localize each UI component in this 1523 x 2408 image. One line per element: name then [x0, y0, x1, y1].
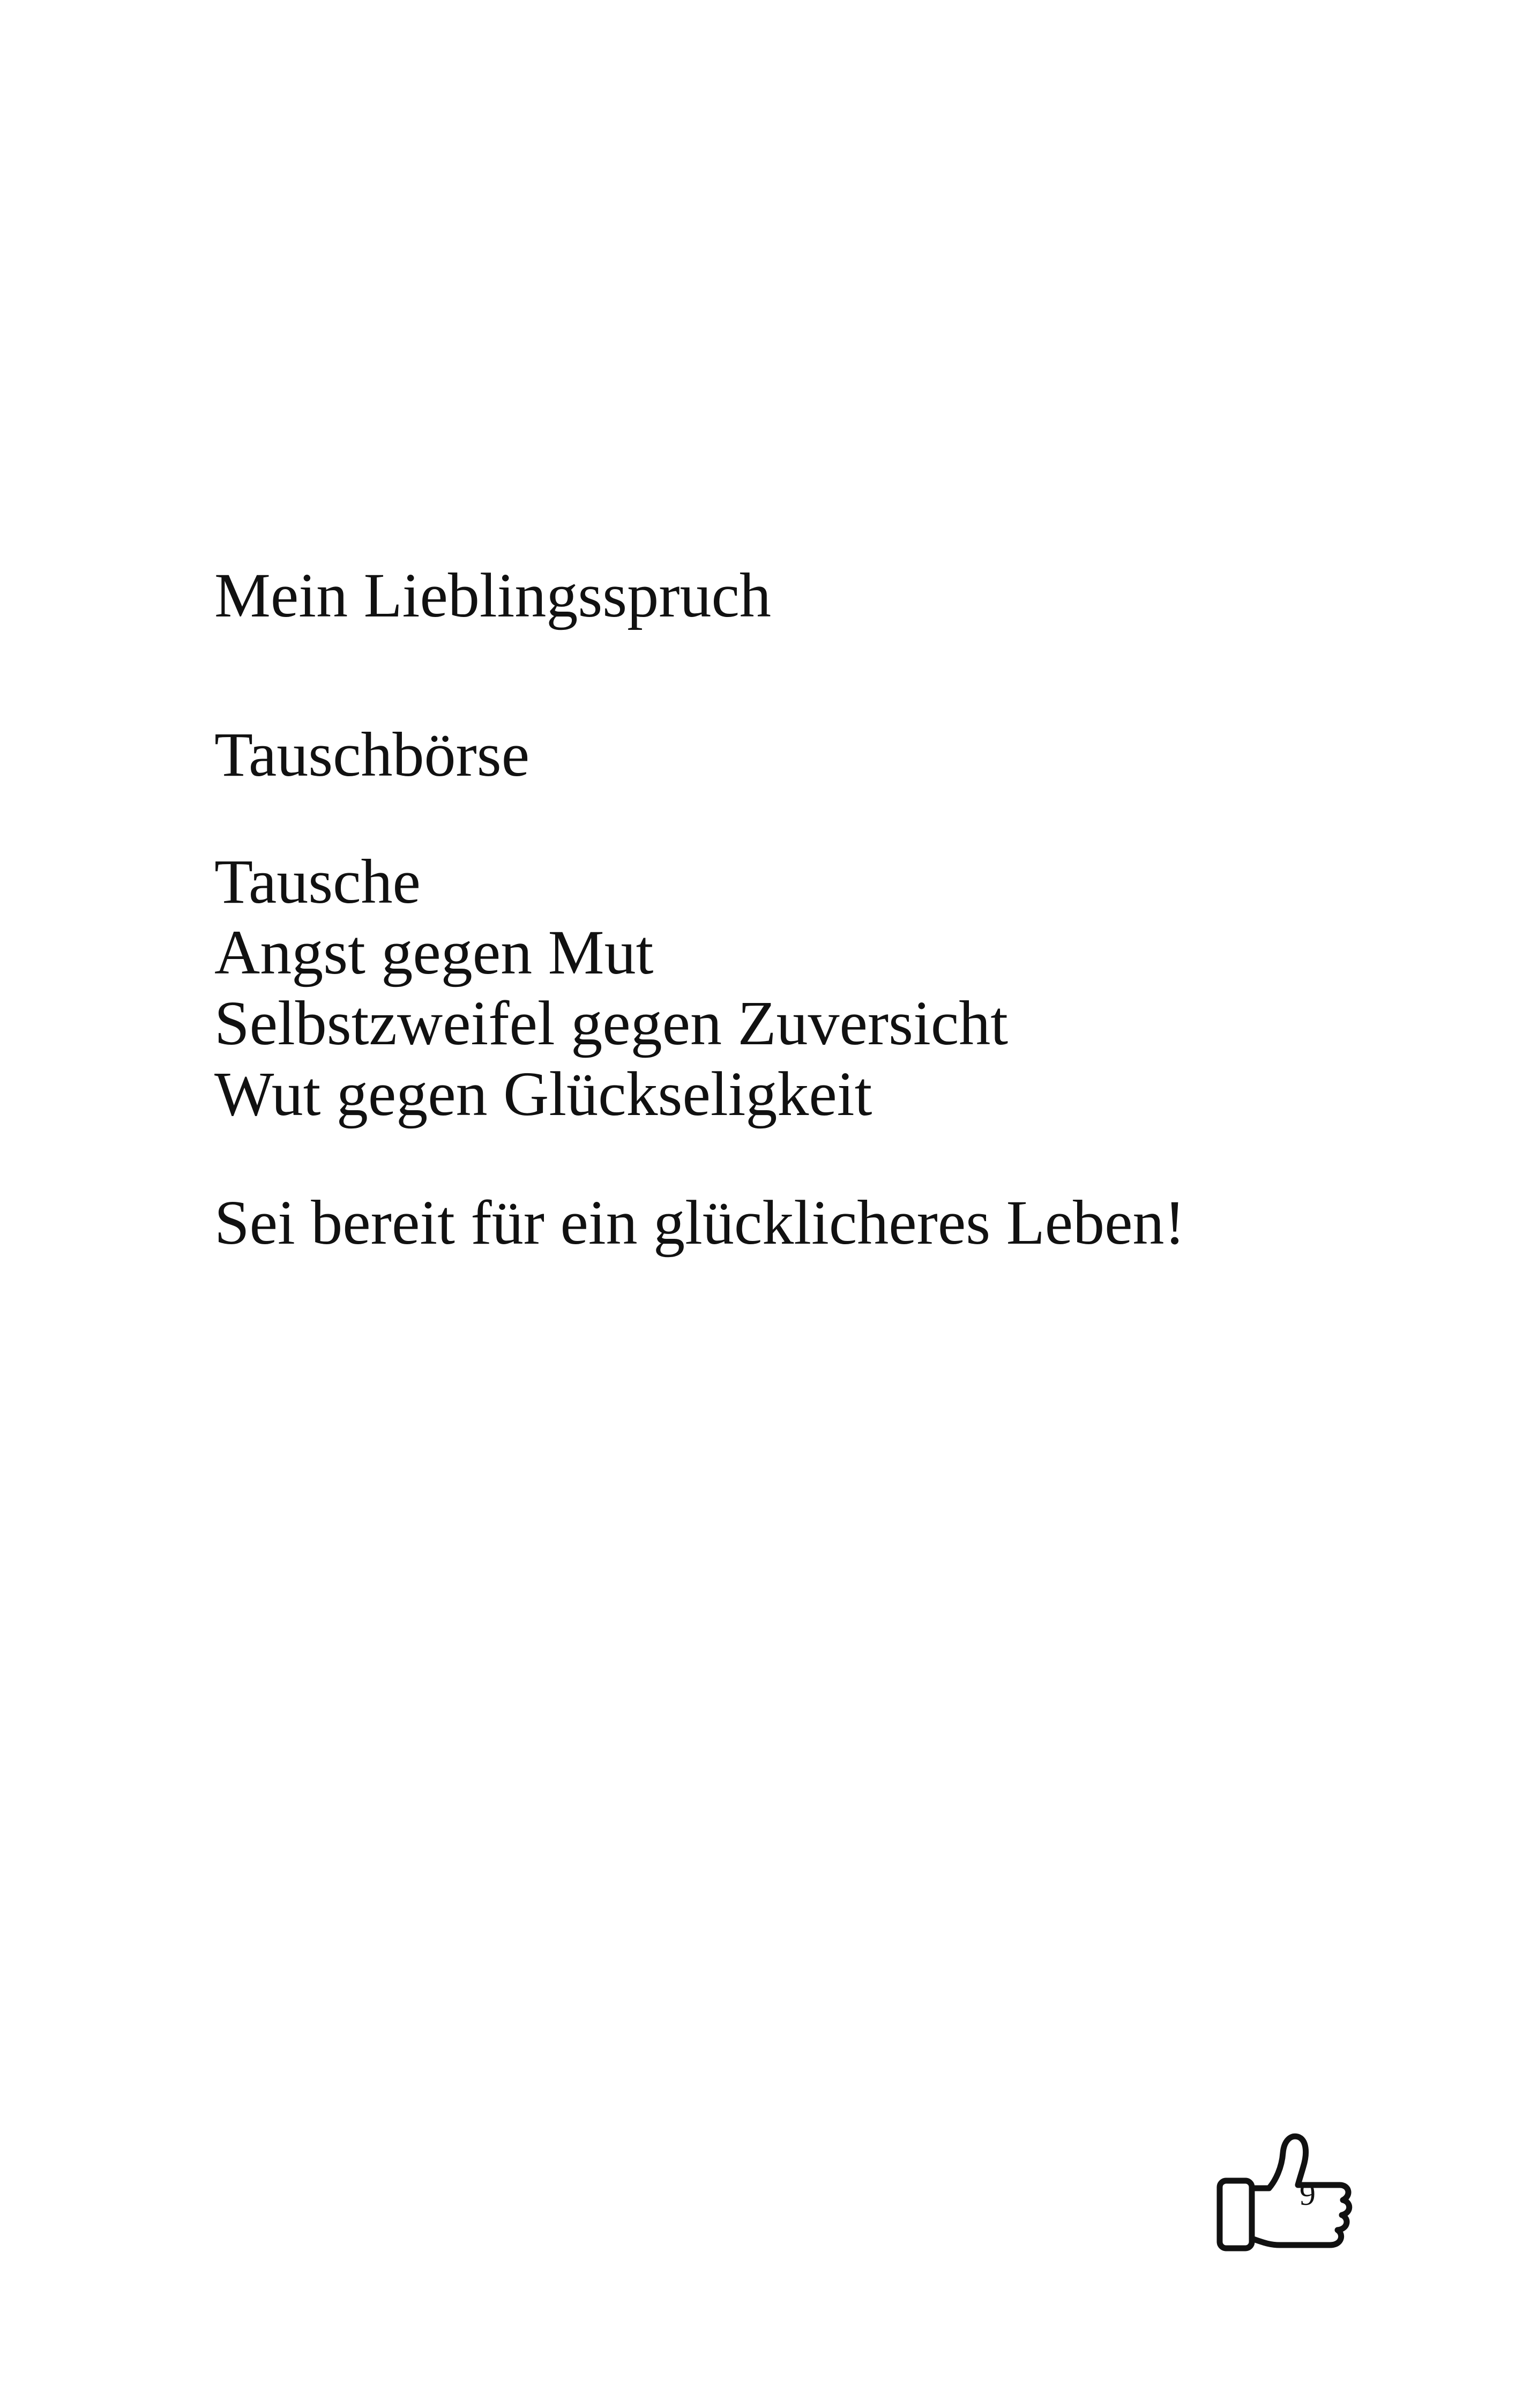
- section-heading: Mein Lieblingsspruch: [214, 560, 771, 630]
- page-content: [214, 560, 1340, 1258]
- page-number-badge: [1215, 2129, 1361, 2253]
- poem-line: Tausche: [214, 846, 421, 917]
- poem-line: Angst gegen Mut: [214, 917, 654, 987]
- poem-stanza: [214, 846, 1340, 1129]
- poem-title: Tauschbörse: [214, 719, 530, 790]
- page-number: 9: [1300, 2176, 1316, 2212]
- poem-line: Wut gegen Glückseligkeit: [214, 1059, 872, 1129]
- thumbs-up-icon: [1215, 2129, 1361, 2253]
- poem-closing-line: Sei bereit für ein glücklicheres Leben!: [214, 1187, 1185, 1258]
- poem-line: Selbstzweifel gegen Zuversicht: [214, 988, 1009, 1058]
